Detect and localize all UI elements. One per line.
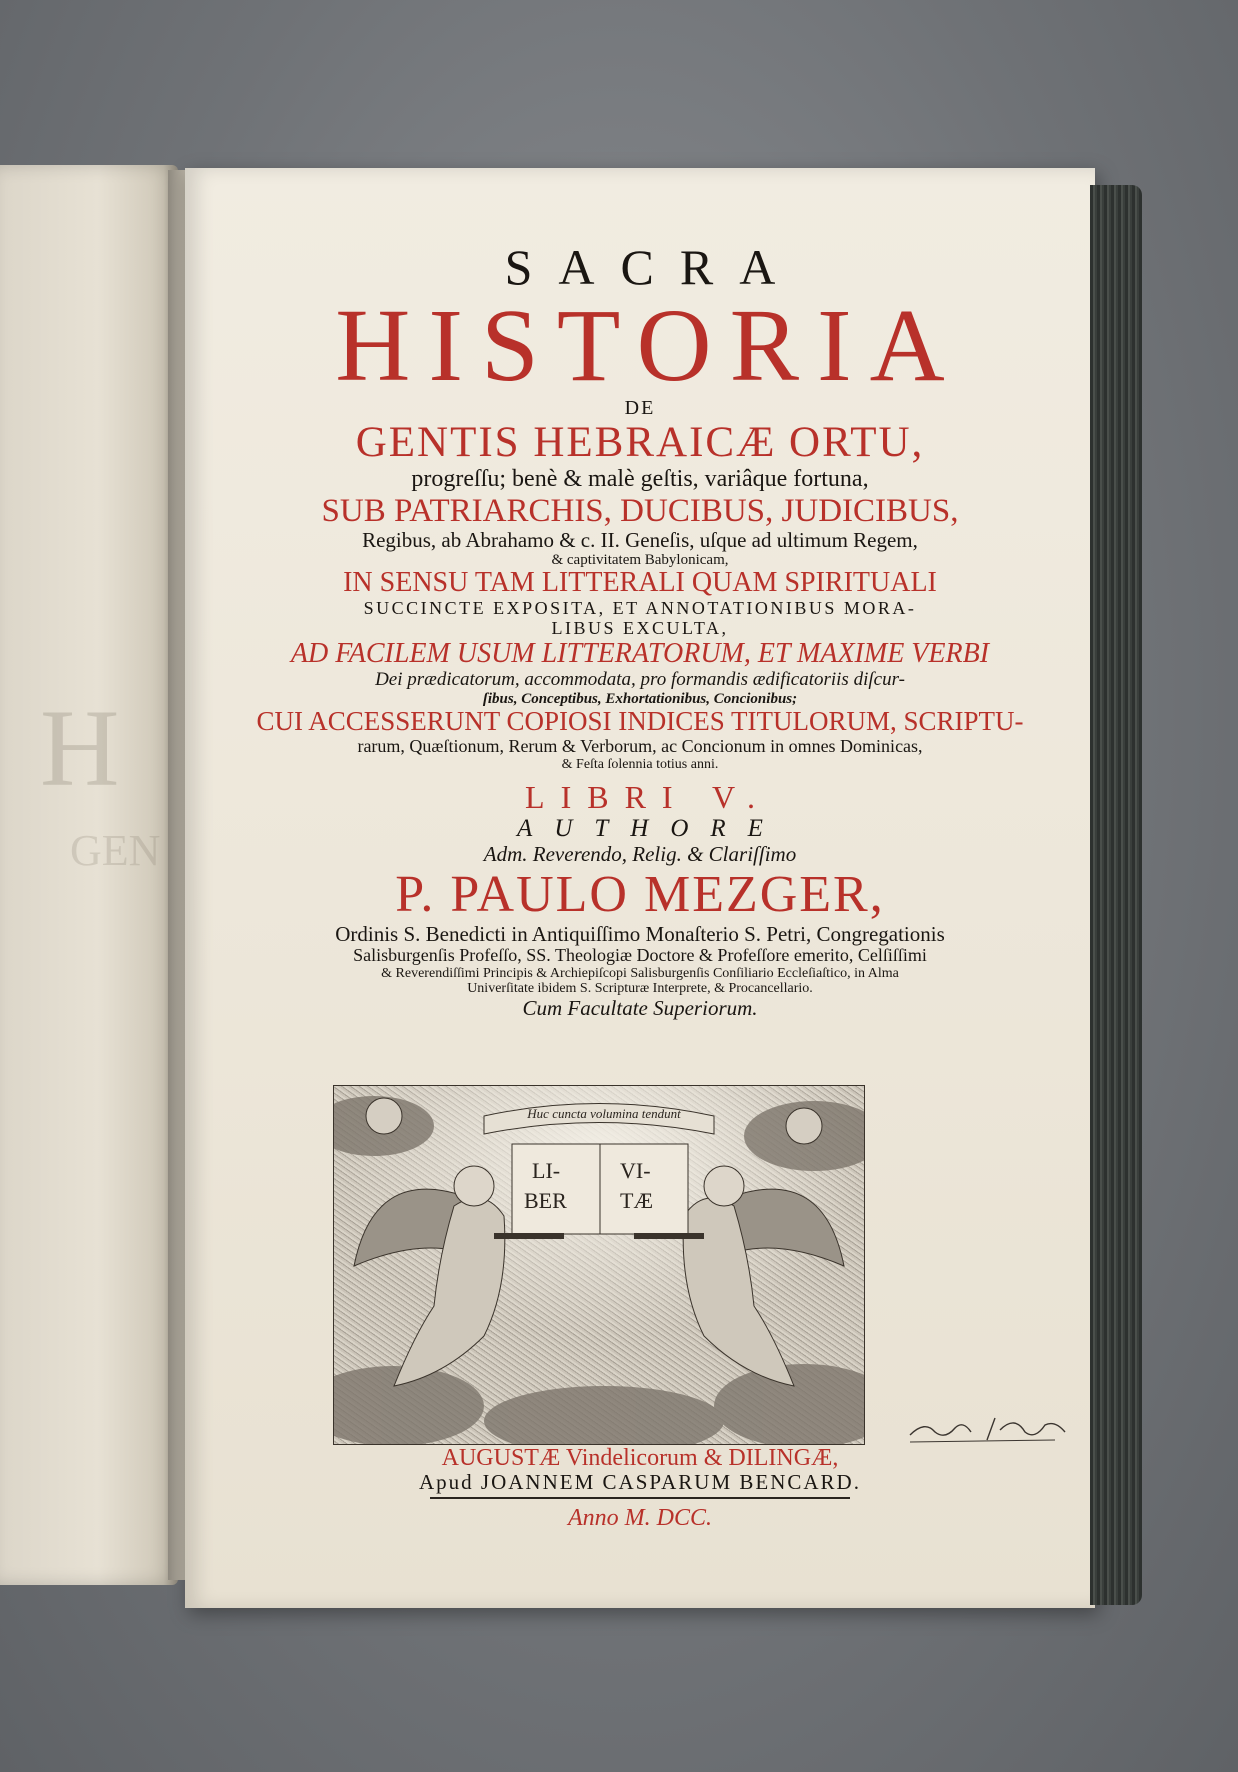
title-historia: HISTORIA bbox=[335, 288, 963, 403]
title-adm: Adm. Reverendo, Relig. & Clariſſimo bbox=[483, 841, 797, 866]
title-ad-facilem: AD FACILEM USUM LITTERATORUM, ET MAXIME VERBI bbox=[290, 637, 990, 669]
title-sibus: ſibus, Conceptibus, Exhortationibus, Concionibus; bbox=[482, 690, 798, 707]
engraving-illustration bbox=[334, 1086, 864, 1444]
angels-engraving bbox=[333, 1085, 865, 1445]
title-libri: LIBRI V. bbox=[525, 778, 771, 815]
title-reverendiss: & Reverendiſſimi Principis & Archiepiſcopi Salisburgenſis Conſiliario Eccleſiaſtico, in Alma bbox=[381, 965, 899, 981]
page-edges bbox=[1090, 185, 1142, 1605]
title-gentis: GENTIS HEBRAICÆ ORTU, bbox=[355, 418, 925, 466]
title-progressu: progreſſu; benè & malè geſtis, variâque fortuna, bbox=[411, 466, 869, 493]
title-regibus: Regibus, ab Abrahamo & c. II. Geneſis, uſque ad ultimum Regem, bbox=[362, 527, 918, 552]
title-authore: AUTHORE bbox=[517, 815, 785, 843]
book-text-left-1: LI- bbox=[532, 1158, 561, 1183]
imprint-rule bbox=[430, 1497, 850, 1499]
title-festa: & Feſta ſolennia totius anni. bbox=[561, 756, 719, 772]
imprint-augustae: AUGUSTÆ Vindelicorum & DILINGÆ, bbox=[441, 1445, 839, 1471]
imprint-apud: Apud JOANNEM CASPARUM BENCARD. bbox=[419, 1470, 861, 1495]
title-cui: CUI ACCESSERUNT COPIOSI INDICES TITULORUM, SCRIPTU- bbox=[256, 706, 1024, 737]
show-through-text: H bbox=[40, 687, 120, 809]
handwritten-signature bbox=[905, 1410, 1075, 1450]
title-libus: LIBUS EXCULTA, bbox=[551, 618, 729, 639]
title-universitate: Univerſitate ibidem S. Scripturæ Interprete, & Procancellario. bbox=[467, 981, 813, 997]
book-text-right-2: TÆ bbox=[620, 1188, 653, 1213]
title-text bbox=[185, 240, 1095, 1020]
title-cum: Cum Facultate Superiorum. bbox=[522, 995, 758, 1020]
signature-drawing bbox=[905, 1410, 1075, 1450]
imprint-anno: Anno M. DCC. bbox=[568, 1505, 712, 1532]
title-ordinis: Ordinis S. Benedicti in Antiquiſſimo Monaſterio S. Petri, Congregationis bbox=[335, 921, 945, 946]
show-through-text: GEN bbox=[70, 826, 161, 875]
title-rarum: rarum, Quæſtionum, Rerum & Verborum, ac Concionum in omnes Dominicas, bbox=[357, 735, 923, 756]
title-author: P. PAULO MEZGER, bbox=[395, 865, 885, 923]
imprint bbox=[185, 1445, 1095, 1532]
title-sub: SUB PATRIARCHIS, DUCIBUS, JUDICIBUS, bbox=[321, 492, 959, 529]
title-de: DE bbox=[624, 396, 656, 419]
title-salisburg: Salisburgenſis Profeſſo, SS. Theologiæ Doctore & Profeſſore emerito, Celſiſſimi bbox=[353, 945, 927, 965]
book-text-right-1: VI- bbox=[620, 1158, 651, 1183]
left-page bbox=[0, 165, 178, 1585]
title-succincte: SUCCINCTE EXPOSITA, ET ANNOTATIONIBUS MORA- bbox=[363, 598, 917, 619]
title-dei: Dei prædicatorum, accommodata, pro formandis ædificatoriis diſcur- bbox=[375, 668, 905, 690]
book-text-left-2: BER bbox=[524, 1188, 567, 1213]
engraving-banner: Huc cuncta volumina tendunt bbox=[527, 1106, 681, 1121]
title-in-sensu: IN SENSU TAM LITTERALI QUAM SPIRITUALI bbox=[343, 567, 937, 599]
title-captivitatem: & captivitatem Babylonicam, bbox=[551, 551, 729, 568]
title-sacra: SACRA bbox=[504, 239, 802, 295]
